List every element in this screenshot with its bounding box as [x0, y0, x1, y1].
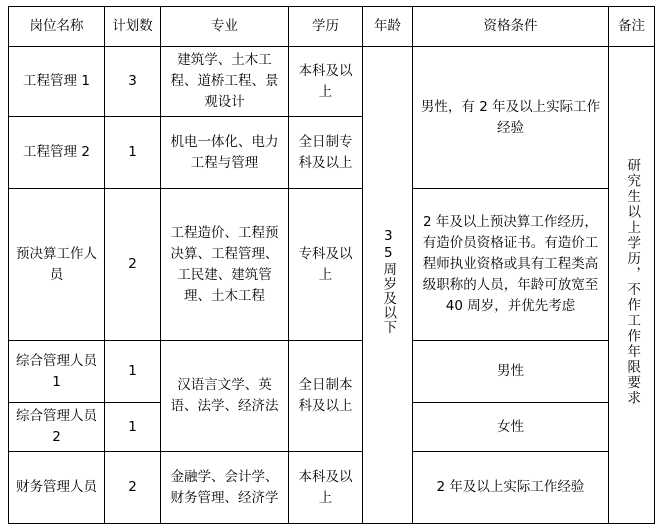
- cell-plan-count: 3: [105, 47, 161, 117]
- table-row: [9, 47, 655, 117]
- header-position-name: 岗位名称: [9, 7, 105, 47]
- header-major: 专业: [161, 7, 289, 47]
- cell-education: 专科及以上: [289, 189, 363, 341]
- cell-qualification: 男性: [413, 341, 609, 403]
- cell-plan-count: 1: [105, 403, 161, 452]
- header-education: 学历: [289, 7, 363, 47]
- cell-education: 全日制本科及以上: [289, 341, 363, 452]
- table-row: [9, 452, 655, 524]
- cell-position-name: 预决算工作人员: [9, 189, 105, 341]
- cell-position-name: 财务管理人员: [9, 452, 105, 524]
- cell-major: 机电一体化、电力工程与管理: [161, 117, 289, 189]
- cell-plan-count: 1: [105, 341, 161, 403]
- job-positions-table: [8, 6, 655, 524]
- cell-position-name: 综合管理人员 2: [9, 403, 105, 452]
- cell-education: 本科及以上: [289, 47, 363, 117]
- cell-major: 汉语言文学、英语、法学、经济法: [161, 341, 289, 452]
- cell-position-name: 工程管理 2: [9, 117, 105, 189]
- cell-education: 本科及以上: [289, 452, 363, 524]
- table-row: [9, 189, 655, 341]
- cell-position-name: 工程管理 1: [9, 47, 105, 117]
- cell-major: 金融学、会计学、财务管理、经济学: [161, 452, 289, 524]
- cell-qualification: 女性: [413, 403, 609, 452]
- header-plan-count: 计划数: [105, 7, 161, 47]
- cell-age: [363, 47, 413, 524]
- remark-value: 研究生以上学历，不作工作年限要求: [624, 157, 641, 406]
- cell-remark: [609, 47, 655, 524]
- table-row: [9, 341, 655, 403]
- cell-plan-count: 2: [105, 452, 161, 524]
- cell-major: 工程造价、工程预决算、工程管理、工民建、建筑管理、土木工程: [161, 189, 289, 341]
- cell-qualification: 男性，有 2 年及以上实际工作经验: [413, 47, 609, 189]
- cell-qualification: 2 年及以上预决算工作经历，有造价员资格证书。有造价工程师执业资格或具有工程类高级职称的人员，年龄可放宽至 40 周岁，并优先考虑: [413, 189, 609, 341]
- cell-major: 建筑学、土木工程、道桥工程、景观设计: [161, 47, 289, 117]
- header-qualification: 资格条件: [413, 7, 609, 47]
- age-value: 35周岁及以下: [380, 228, 397, 335]
- header-age: 年龄: [363, 7, 413, 47]
- cell-qualification: 2 年及以上实际工作经验: [413, 452, 609, 524]
- cell-plan-count: 1: [105, 117, 161, 189]
- cell-education: 全日制专科及以上: [289, 117, 363, 189]
- cell-position-name: 综合管理人员 1: [9, 341, 105, 403]
- table-header-row: [9, 7, 655, 47]
- header-remark: 备注: [609, 7, 655, 47]
- cell-plan-count: 2: [105, 189, 161, 341]
